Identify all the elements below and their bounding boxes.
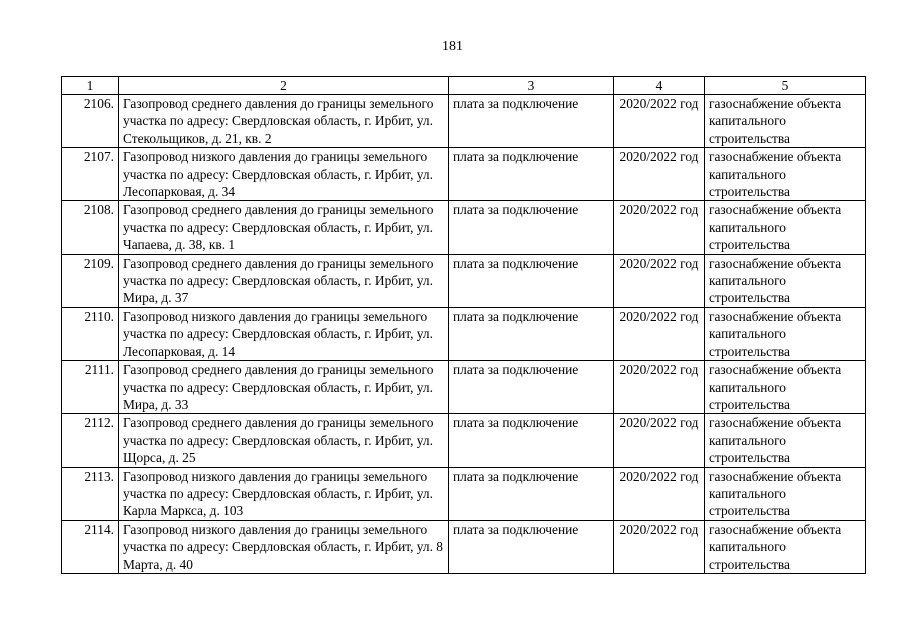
- row-number: 2108.: [62, 201, 119, 254]
- row-payment: плата за подключение: [449, 467, 614, 520]
- row-description: Газопровод низкого давления до границы земельного участка по адресу: Свердловская область, г. Ирбит, ул. Карла Маркса, д. 103: [119, 467, 449, 520]
- row-description: Газопровод среднего давления до границы земельного участка по адресу: Свердловская область, г. Ирбит, ул. Стекольщиков, д. 21, кв. 2: [119, 95, 449, 148]
- row-year: 2020/2022 год: [614, 95, 705, 148]
- row-purpose: газоснабжение объекта капитального строительства: [705, 307, 866, 360]
- row-payment: плата за подключение: [449, 520, 614, 573]
- header-cell-1: 1: [62, 77, 119, 95]
- table-row: [62, 254, 866, 307]
- row-payment: плата за подключение: [449, 95, 614, 148]
- row-description: Газопровод низкого давления до границы земельного участка по адресу: Свердловская область, г. Ирбит, ул. Лесопарковая, д. 34: [119, 148, 449, 201]
- header-cell-2: 2: [119, 77, 449, 95]
- row-year: 2020/2022 год: [614, 201, 705, 254]
- row-year: 2020/2022 год: [614, 361, 705, 414]
- row-payment: плата за подключение: [449, 201, 614, 254]
- table-header-row: [62, 77, 866, 95]
- row-purpose: газоснабжение объекта капитального строительства: [705, 95, 866, 148]
- header-cell-3: 3: [449, 77, 614, 95]
- row-year: 2020/2022 год: [614, 414, 705, 467]
- row-year: 2020/2022 год: [614, 148, 705, 201]
- row-description: Газопровод низкого давления до границы земельного участка по адресу: Свердловская область, г. Ирбит, ул. 8 Марта, д. 40: [119, 520, 449, 573]
- row-number: 2113.: [62, 467, 119, 520]
- row-purpose: газоснабжение объекта капитального строительства: [705, 201, 866, 254]
- row-number: 2109.: [62, 254, 119, 307]
- row-number: 2112.: [62, 414, 119, 467]
- row-description: Газопровод среднего давления до границы земельного участка по адресу: Свердловская область, г. Ирбит, ул. Чапаева, д. 38, кв. 1: [119, 201, 449, 254]
- row-payment: плата за подключение: [449, 307, 614, 360]
- row-number: 2107.: [62, 148, 119, 201]
- row-year: 2020/2022 год: [614, 307, 705, 360]
- table-row: [62, 201, 866, 254]
- row-payment: плата за подключение: [449, 361, 614, 414]
- row-number: 2114.: [62, 520, 119, 573]
- row-payment: плата за подключение: [449, 254, 614, 307]
- row-purpose: газоснабжение объекта капитального строительства: [705, 467, 866, 520]
- row-year: 2020/2022 год: [614, 254, 705, 307]
- row-purpose: газоснабжение объекта капитального строительства: [705, 254, 866, 307]
- row-number: 2111.: [62, 361, 119, 414]
- row-payment: плата за подключение: [449, 148, 614, 201]
- row-number: 2106.: [62, 95, 119, 148]
- row-description: Газопровод среднего давления до границы земельного участка по адресу: Свердловская область, г. Ирбит, ул. Щорса, д. 25: [119, 414, 449, 467]
- table-row: [62, 414, 866, 467]
- row-purpose: газоснабжение объекта капитального строительства: [705, 361, 866, 414]
- row-purpose: газоснабжение объекта капитального строительства: [705, 414, 866, 467]
- row-description: Газопровод среднего давления до границы земельного участка по адресу: Свердловская область, г. Ирбит, ул. Мира, д. 33: [119, 361, 449, 414]
- row-purpose: газоснабжение объекта капитального строительства: [705, 148, 866, 201]
- table-row: [62, 148, 866, 201]
- row-number: 2110.: [62, 307, 119, 360]
- table-row: [62, 95, 866, 148]
- row-description: Газопровод среднего давления до границы земельного участка по адресу: Свердловская область, г. Ирбит, ул. Мира, д. 37: [119, 254, 449, 307]
- row-description: Газопровод низкого давления до границы земельного участка по адресу: Свердловская область, г. Ирбит, ул. Лесопарковая, д. 14: [119, 307, 449, 360]
- table-row: [62, 520, 866, 573]
- table-row: [62, 307, 866, 360]
- table-row: [62, 361, 866, 414]
- table-row: [62, 467, 866, 520]
- row-year: 2020/2022 год: [614, 467, 705, 520]
- page-number: 181: [442, 39, 463, 54]
- row-payment: плата за подключение: [449, 414, 614, 467]
- row-year: 2020/2022 год: [614, 520, 705, 573]
- header-cell-4: 4: [614, 77, 705, 95]
- document-table: [61, 76, 866, 574]
- header-cell-5: 5: [705, 77, 866, 95]
- row-purpose: газоснабжение объекта капитального строительства: [705, 520, 866, 573]
